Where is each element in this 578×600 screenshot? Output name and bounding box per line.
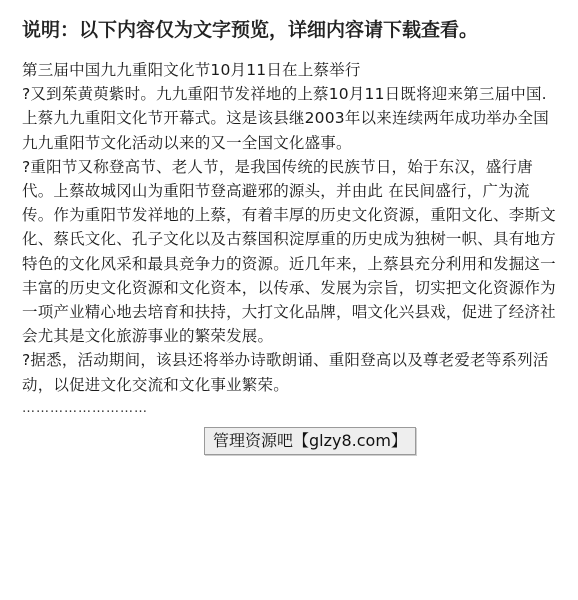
watermark-label: 管理资源吧【glzy8.com】 — [204, 427, 416, 455]
article-body — [22, 58, 558, 421]
paragraph: ?据悉，活动期间，该县还将举办诗歌朗诵、重阳登高以及尊老爱老等系列活动，以促进文化交流和文化事业繁荣。 — [22, 351, 549, 394]
paragraph: ?重阳节又称登高节、老人节，是我国传统的民族节日，始于东汉，盛行唐代。上蔡故城冈山为重阳节登高避邪的源头，并由此 在民间盛行，广为流传。作为重阳节发祥地的上蔡，有着丰厚的历史文化资源，重阳文化、李斯文化、蔡氏文化、孔子文化以及古蔡国积淀厚重的历史成为独树一帜、具有地方特色的文化风采和最具竞争力的资源。近几年来，上蔡县充分利用和发掘这一丰富的历史文化资源和文化资本，以传承、发展为宗旨，切实把文化资源作为一项产业精心地去培育和扶持，大打文化品牌，唱文化兴县戏，促进了经济社会尤其是文化旅游事业的繁荣发展。 — [22, 157, 556, 346]
paragraph: ?又到茱黄萸紫时。九九重阳节发祥地的上蔡10月11日既将迎来第三届中国.上蔡九九重阳文化节开幕式。这是该县继2003年以来连续两年成功举办全国九九重阳节文化活动以来的又一全国文化盛事。 — [22, 85, 549, 152]
preview-notice: 说明：以下内容仅为文字预览，详细内容请下载查看。 — [22, 19, 479, 41]
article-title: 第三届中国九九重阳文化节10月11日在上蔡举行 — [22, 61, 361, 79]
ellipsis-line: ……………………… — [22, 400, 148, 416]
